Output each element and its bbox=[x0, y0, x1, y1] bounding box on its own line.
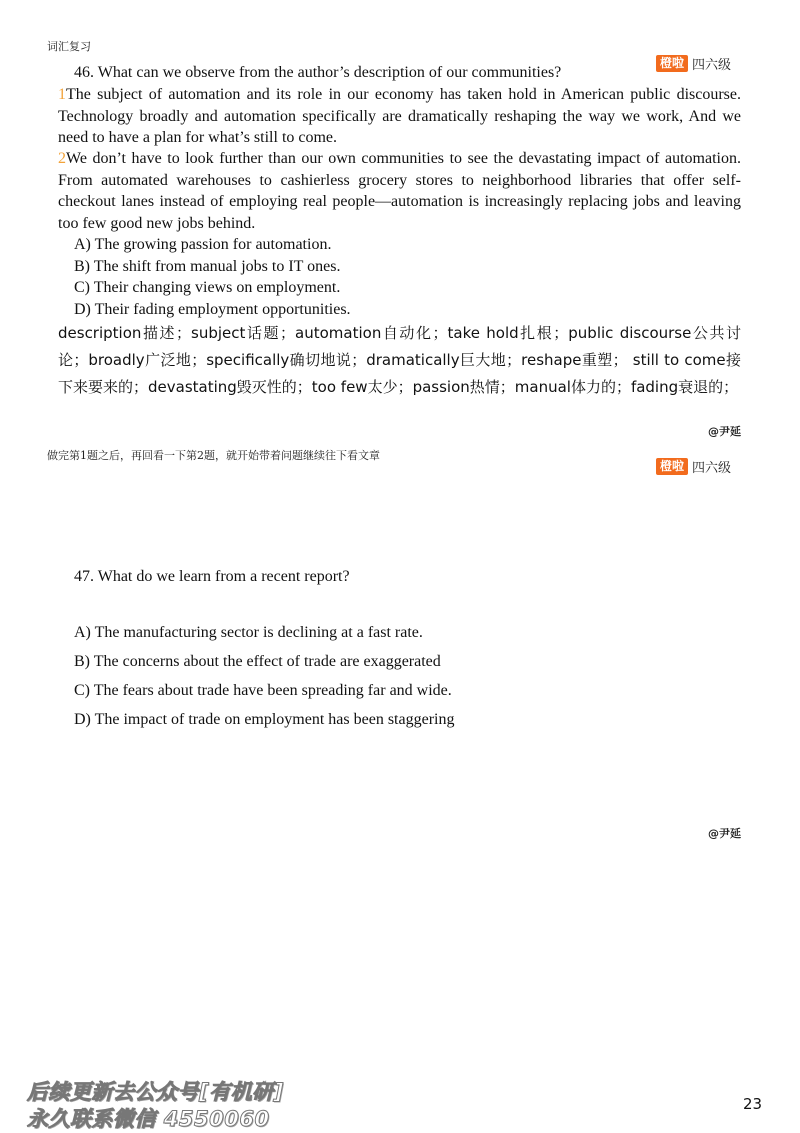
option-a: A) The manufacturing sector is declining at a fast rate. bbox=[74, 624, 423, 641]
author-credit: @尹延 bbox=[708, 827, 741, 840]
option-d: D) The impact of trade on employment has been staggering bbox=[74, 711, 455, 728]
brand-badge bbox=[656, 457, 731, 476]
option-a: A) The growing passion for automation. bbox=[74, 236, 332, 253]
brand-logo: 橙啦 bbox=[656, 55, 688, 72]
question-47: 47. What do we learn from a recent report? bbox=[74, 568, 350, 585]
paragraph-number: 1 bbox=[58, 86, 66, 103]
passage-paragraph-1 bbox=[58, 84, 741, 149]
page-number: 23 bbox=[743, 1095, 763, 1113]
brand-level: 四六级 bbox=[692, 461, 732, 476]
paragraph-number: 2 bbox=[58, 150, 66, 167]
brand-badge bbox=[656, 54, 731, 73]
paragraph-text: We don’t have to look further than our own communities to see the devastating impact of automation. From automated warehouses to cashierless grocery stores to neighborhood libraries that offer self-checkout lanes instead of employing real people—automation is increasingly replacing jobs and leaving too few good new jobs behind. bbox=[58, 150, 741, 232]
brand-logo: 橙啦 bbox=[656, 458, 688, 475]
watermark-line-2: 永久联系微信 4550060 bbox=[27, 1107, 270, 1131]
option-b: B) The shift from manual jobs to IT ones. bbox=[74, 258, 341, 275]
option-b: B) The concerns about the effect of trade are exaggerated bbox=[74, 653, 441, 670]
watermark-line-1: 后续更新去公众号[有机研] bbox=[27, 1080, 284, 1104]
question-46: 46. What can we observe from the author’s description of our communities? bbox=[74, 64, 562, 81]
author-credit: @尹延 bbox=[708, 425, 741, 438]
option-d: D) Their fading employment opportunities. bbox=[74, 301, 351, 318]
brand-level: 四六级 bbox=[692, 58, 732, 73]
section-label: 词汇复习 bbox=[47, 40, 91, 53]
passage-paragraph-2 bbox=[58, 148, 741, 234]
option-c: C) The fears about trade have been spreading far and wide. bbox=[74, 682, 452, 699]
paragraph-text: The subject of automation and its role in our economy has taken hold in American public discourse. Technology broadly and automation specifically are dramatically reshaping the way we work, And we need to have a plan for what’s still to come. bbox=[58, 86, 741, 146]
vocabulary-notes: description描述；subject话题；automation自动化；take hold扎根；public discourse公共讨论；broadly广泛地；specifically确切地说；dramatically巨大地；reshape重塑； still to come接下来要来的；devastating毁灭性的；too few太少；passion热情；manual体力的；fading衰退的； bbox=[58, 324, 741, 396]
option-c: C) Their changing views on employment. bbox=[74, 279, 341, 296]
instruction-note: 做完第1题之后，再回看一下第2题，就开始带着问题继续往下看文章 bbox=[47, 449, 380, 462]
